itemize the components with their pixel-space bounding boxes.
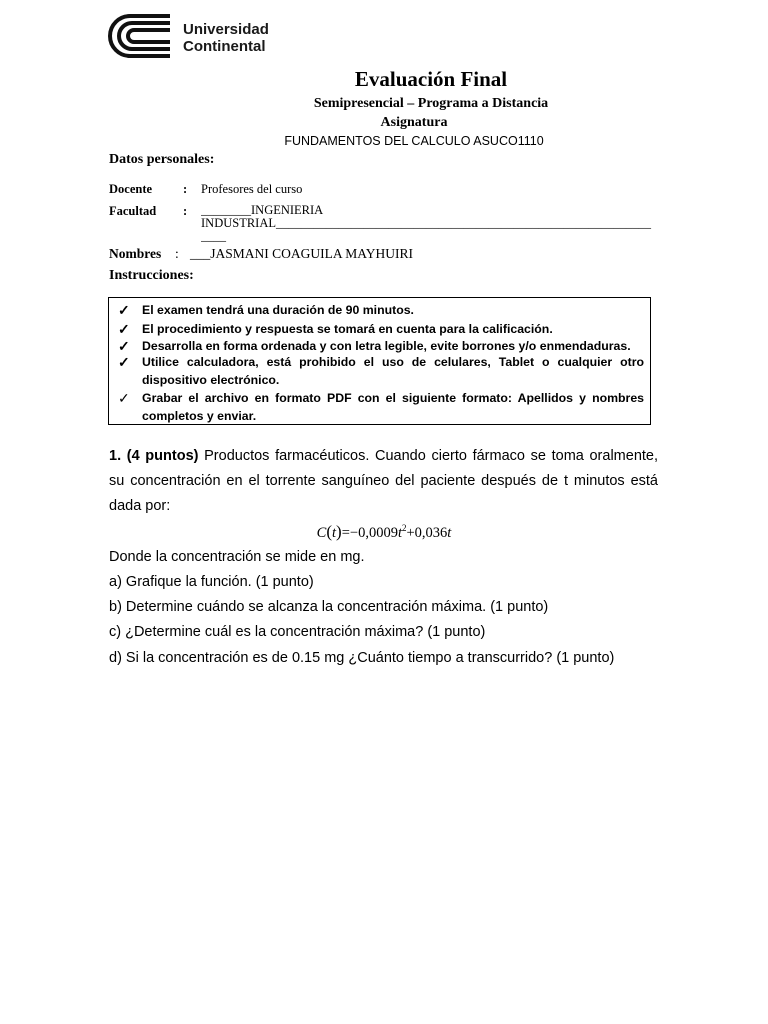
formula-t: t <box>397 525 402 541</box>
checkmark-icon: ✓ <box>118 321 130 337</box>
asignatura-label: Asignatura <box>380 115 448 130</box>
personal-data-heading: Datos personales: <box>109 152 215 167</box>
nombres-label: Nombres <box>109 246 162 261</box>
facultad-colon: : <box>183 204 188 218</box>
university-logo <box>108 14 278 60</box>
facultad-line-1: ________INGENIERIA <box>201 204 324 217</box>
nombres-value: ___JASMANI COAGUILA MAYHUIRI <box>190 246 414 261</box>
checkmark-icon: ✓ <box>118 338 130 354</box>
facultad-label: Facultad <box>109 204 157 218</box>
logo-line-2: Continental <box>183 38 266 55</box>
logo-line-1: Universidad <box>183 21 269 38</box>
question-1-note: Donde la concentración se mide en mg. <box>109 549 365 565</box>
docente-value: Profesores del curso <box>201 182 303 196</box>
question-1-part-b: b) Determine cuándo se alcanza la concentración máxima. (1 punto) <box>109 599 549 615</box>
docente-colon: : <box>183 182 188 196</box>
page-title: Evaluación Final <box>354 67 508 91</box>
question-1-part-a: a) Grafique la función. (1 punto) <box>109 574 314 590</box>
instruction-item: ✓ Grabar el archivo en formato PDF con el siguiente formato: Apellidos y nombres completos y enviar. <box>118 390 644 423</box>
docente-label: Docente <box>109 182 153 196</box>
nombres-colon: : <box>175 246 179 261</box>
formula-var: t <box>332 525 337 541</box>
question-1-part-c: c) ¿Determine cuál es la concentración máxima? (1 punto) <box>109 624 486 640</box>
checkmark-icon: ✓ <box>118 302 130 318</box>
instruction-item: ✓ Desarrolla en forma ordenada y con letra legible, evite borrones y/o enmendaduras. <box>118 338 631 354</box>
page-subtitle: Semipresencial – Programa a Distancia <box>313 96 549 111</box>
concentration-formula: $C(t)=-0,0009t^2+0,036t$ <box>316 522 452 541</box>
facultad-value <box>201 204 653 243</box>
formula-rest: +0,036 <box>406 525 448 541</box>
logo-mark-icon <box>108 14 172 58</box>
question-1 <box>109 444 658 519</box>
instructions-heading: Instrucciones: <box>109 268 194 283</box>
facultad-line-3: ____ <box>201 229 226 243</box>
instructions-box <box>108 297 651 425</box>
question-1-number: 1. (4 puntos) <box>109 448 199 464</box>
formula-t2: t <box>447 525 452 541</box>
formula-eq: =−0,0009 <box>341 525 398 541</box>
formula-exponent: 2 <box>401 523 407 534</box>
instruction-item: ✓ Utilice calculadora, está prohibido el uso de celulares, Tablet o cualquier otro dispositivo electrónico. <box>118 354 644 387</box>
question-1-text: Productos farmacéuticos. Cuando cierto fármaco se toma oralmente, su concentración en el torrente sanguíneo del paciente después de t minutos está dada por: <box>109 448 659 514</box>
facultad-line-2: INDUSTRIAL____________________________________________________________ <box>201 216 651 230</box>
formula-lhs: C <box>316 525 327 541</box>
instruction-item: ✓ El procedimiento y respuesta se tomará en cuenta para la calificación. <box>118 321 553 337</box>
checkmark-icon: ✓ <box>118 390 130 406</box>
checkmark-icon: ✓ <box>118 354 130 370</box>
instruction-item: ✓ El examen tendrá una duración de 90 minutos. <box>118 302 414 318</box>
question-1-part-d: d) Si la concentración es de 0.15 mg ¿Cuánto tiempo a transcurrido? (1 punto) <box>109 650 615 666</box>
course-name: FUNDAMENTOS DEL CALCULO ASUCO1110 <box>284 134 544 148</box>
